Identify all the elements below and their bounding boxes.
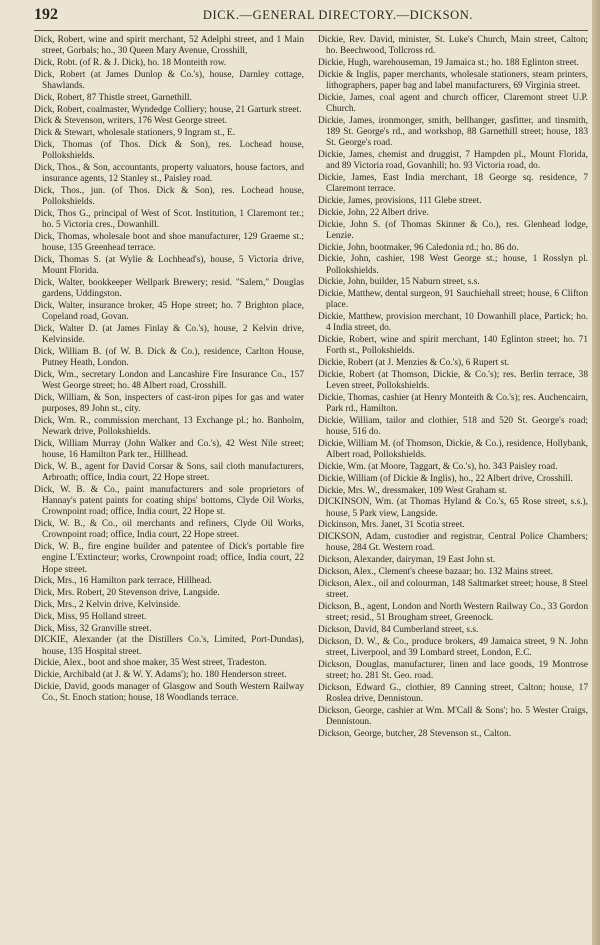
- directory-entry: Dick, Robert, coalmaster, Wyndedge Colliery; house, 21 Garturk street.: [34, 104, 302, 115]
- left-column: [34, 35, 304, 940]
- directory-entry: Dickie, Hugh, warehouseman, 19 Jamaica st.; ho. 188 Eglinton street.: [318, 58, 579, 68]
- directory-entry: Dick, Mrs., 16 Hamilton park terrace, Hillhead.: [34, 576, 212, 587]
- directory-entry: Dick, W. B. & Co., paint manufacturers and sole proprietors of Hannay's patent paints for coating ships' bottoms, Clyde Oil Works, Crownpoint road; office, India court, 22 Hope st.: [34, 484, 304, 518]
- directory-entry: Dickson, George, butcher, 28 Stevenson st., Calton.: [318, 728, 512, 739]
- directory-entry: Dick, W. B., agent for David Corsar & Sons, sail cloth manufacturers, Arbroath; office, India court, 22 Hope street.: [34, 461, 304, 484]
- directory-entry: Dickie, John, 22 Albert drive.: [318, 207, 429, 218]
- directory-entry: Dick, Miss, 95 Holland street.: [34, 611, 147, 622]
- directory-entry: Dickie, Archibald (at J. & W. Y. Adams'); ho. 180 Henderson street.: [34, 670, 287, 681]
- directory-entry: Dickson, Edward G., clothier, 89 Canning street, Calton; house, 17 Roslea drive, Dennistoun.: [318, 682, 588, 704]
- directory-entry: Dickie, David, goods manager of Glasgow and South Western Railway Co., St. Enoch station; house, 18 Woodlands terrace.: [34, 681, 304, 704]
- directory-entry: Dickie, Wm. (at Moore, Taggart, & Co.'s), ho. 343 Paisley road.: [318, 461, 558, 472]
- directory-entry: Dickson, Alex., oil and colourman, 148 Saltmarket street; house, 8 Steel street.: [318, 578, 588, 600]
- directory-entry: Dickie, William (of Dickie & Inglis), ho., 22 Albert drive, Crosshill.: [318, 473, 573, 484]
- directory-entry: DICKIE, Alexander (at the Distillers Co.'s, Limited, Port-Dundas), house, 135 Hospital street.: [34, 635, 304, 657]
- directory-entry: Dickie, William, tailor and clothier, 518 and 520 St. George's road; house, 516 do.: [318, 415, 588, 438]
- directory-entry: Dickie, Robert (at Thomson, Dickie, & Co.'s); res. Berlin terrace, 38 Leven street, Pollokshields.: [318, 369, 588, 392]
- directory-entry: Dickie, James, ironmonger, smith, bellhanger, gasfitter, and tinsmith, 189 St. George's rd., and workshop, 88 Garnethill street; house, 183 St. George's road.: [318, 115, 588, 149]
- directory-entry: Dick, Walter, bookkeeper Wellpark Brewery; resid. "Salem," Douglas gardens, Uddingston.: [34, 277, 304, 300]
- directory-entry: Dickie, William M. (of Thomson, Dickie, & Co.), residence, Hollybank, Albert road, Pollokshields.: [318, 438, 588, 461]
- directory-entry: Dickie, Alex., boot and shoe maker, 35 West street, Tradeston.: [34, 658, 267, 669]
- directory-entry: Dick, Thomas S. (at Wylie & Lochhead's), house, 5 Victoria drive, Mount Florida.: [34, 254, 304, 277]
- directory-entry: Dickson, Douglas, manufacturer, linen and lace goods, 19 Montrose street; ho. 281 St. Geo. road.: [318, 659, 588, 681]
- page-header: [34, 6, 588, 31]
- directory-entry: Dick, Thos., & Son, accountants, property valuators, house factors, and insurance agents, 12 Stanley st., Paisley road.: [34, 162, 304, 185]
- directory-entry: Dickie, James, coal agent and church officer, Claremont street U.P. Church.: [318, 92, 588, 114]
- directory-entry: Dickie, Matthew, provision merchant, 10 Dowanhill place, Partick; ho. 4 India street, do.: [318, 312, 588, 334]
- directory-entry: Dick, Mrs. Robert, 20 Stevenson drive, Langside.: [34, 588, 220, 599]
- directory-entry: Dick, W. B., fire engine builder and patentee of Dick's portable fire engine L'Extincteur; works, Crownpoint road; office, India court, 22 Hope street.: [34, 542, 304, 575]
- columns: [34, 35, 588, 940]
- directory-entry: Dickson, Alex., Clement's cheese bazaar; ho. 132 Mains street.: [318, 566, 553, 577]
- directory-entry: Dick, Miss, 32 Granville street.: [34, 623, 152, 634]
- directory-entry: Dick, Robert, 87 Thistle street, Garnethill.: [34, 92, 192, 103]
- directory-entry: Dickie & Inglis, paper merchants, wholesale stationers, steam printers, lithographers, paper bag and label manufacturers, 69 Virginia street.: [318, 69, 588, 91]
- directory-entry: Dickson, David, 84 Cumberland street, s.s.: [318, 624, 479, 635]
- directory-entry: DICKINSON, Wm. (at Thomas Hyland & Co.'s, 65 Rose street, s.s.), house, 5 Park view, Langside.: [318, 497, 588, 519]
- directory-entry: Dick, Robert, wine and spirit merchant, 52 Adelphi street, and 1 Main street, Gorbals; ho., 30 Queen Mary Avenue, Crosshill,: [34, 35, 304, 57]
- directory-entry: Dickie, John, cashier, 198 West George st.; house, 1 Rosslyn pl. Pollokshields.: [318, 254, 588, 276]
- directory-entry: Dickie, James, chemist and druggist, 7 Hampden pl., Mount Florida, and 89 Victoria road, Govanhill; ho. 93 Victoria road, do.: [318, 150, 588, 172]
- directory-entry: Dick, Walter D. (at James Finlay & Co.'s), house, 2 Kelvin drive, Kelvinside.: [34, 323, 304, 346]
- directory-entry: Dickson, B., agent, London and North Western Railway Co., 33 Gordon street; resid., 51 Brougham street, Greenock.: [318, 601, 588, 623]
- directory-entry: Dickie, Robert (at J. Menzies & Co.'s), 6 Rupert st.: [318, 358, 510, 369]
- directory-entry: Dick, W. B., & Co., oil merchants and refiners, Clyde Oil Works, Crownpoint road; office, India court, 22 Hope street.: [34, 519, 304, 541]
- page-edge: [592, 0, 600, 945]
- directory-entry: Dick, Robt. (of R. & J. Dick), ho. 18 Monteith row.: [34, 58, 227, 68]
- directory-entry: Dickie, Rev. David, minister, St. Luke's Church, Main street, Calton; ho. Beechwood, Tollcross rd.: [318, 35, 588, 57]
- directory-entry: DICKSON, Adam, custodier and registrar, Central Police Chambers; house, 284 Gt. Western road.: [318, 532, 588, 554]
- directory-entry: Dick, Thos., jun. (of Thos. Dick & Son), res. Lochead house, Pollokshields.: [34, 185, 304, 208]
- directory-entry: Dick, Wm., secretary London and Lancashire Fire Insurance Co., 157 West George street; ho. 48 Albert road, Crosshill.: [34, 369, 304, 392]
- directory-entry: Dickie, Thomas, cashier (at Henry Monteith & Co.'s); res. Auchencairn, Park rd., Hamilton.: [318, 392, 588, 415]
- directory-entry: Dickson, George, cashier at Wm. M'Call & Sons'; ho. 5 Wester Craigs, Dennistoun.: [318, 705, 588, 727]
- directory-entry: Dickie, John, builder, 15 Naburn street, s.s.: [318, 277, 480, 288]
- directory-entry: Dickson, Alexander, dairyman, 19 East John st.: [318, 555, 496, 566]
- directory-entry: Dickinson, Mrs. Janet, 31 Scotia street.: [318, 520, 465, 531]
- running-title: DICK.—GENERAL DIRECTORY.—DICKSON.: [202, 8, 474, 22]
- directory-entry: Dick & Stewart, wholesale stationers, 9 Ingram st., E.: [34, 128, 236, 139]
- directory-entry: Dick, Thomas (of Thos. Dick & Son), res. Lochead house, Pollokshields.: [34, 139, 304, 162]
- directory-entry: Dick, Mrs., 2 Kelvin drive, Kelvinside.: [34, 599, 181, 610]
- directory-entry: Dick, Walter, insurance broker, 45 Hope street; ho. 7 Brighton place, Copeland road, Govan.: [34, 300, 304, 323]
- page-number: 192: [34, 6, 58, 23]
- directory-entry: Dickie, James, East India merchant, 18 George sq. residence, 7 Claremont terrace.: [318, 173, 588, 195]
- directory-entry: Dickie, John, bootmaker, 96 Caledonia rd.; ho. 86 do.: [318, 242, 519, 253]
- directory-entry: Dickie, John S. (of Thomas Skinner & Co.), res. Glenhead lodge, Lenzie.: [318, 219, 588, 241]
- directory-entry: Dick, Thos G., principal of West of Scot. Institution, 1 Claremont ter.; ho. 5 Victoria cres., Dowanhill.: [34, 208, 304, 231]
- directory-entry: Dickie, Matthew, dental surgeon, 91 Sauchiehall street; house, 6 Clifton place.: [318, 289, 588, 311]
- directory-entry: Dick, Thomas, wholesale boot and shoe manufacturer, 129 Graeme st.; house, 135 Greenhead terrace.: [34, 231, 304, 254]
- directory-entry: Dick, Robert (at James Dunlop & Co.'s), house, Darnley cottage, Shawlands.: [34, 69, 304, 91]
- right-column: [318, 35, 588, 940]
- directory-entry: Dick, William, & Son, inspecters of cast-iron pipes for gas and water purposes, 89 John st., city.: [34, 392, 304, 415]
- directory-entry: Dick & Stevenson, writers, 176 West George street.: [34, 116, 228, 127]
- directory-entry: Dickson, D. W., & Co., produce brokers, 49 Jamaica street, 9 N. John street, Liverpool, and 39 Lombard street, London, E.C.: [318, 636, 588, 658]
- directory-entry: Dickie, Robert, wine and spirit merchant, 140 Eglinton street; ho. 71 Forth st., Pollokshields.: [318, 335, 588, 357]
- directory-entry: Dick, William B. (of W. B. Dick & Co.), residence, Carlton House, Putney Heath, London.: [34, 346, 304, 369]
- directory-entry: Dick, William Murray (John Walker and Co.'s), 42 West Nile street; house, 16 Hamilton Park ter., Hillhead.: [34, 438, 304, 461]
- directory-entry: Dick, Wm. R., commission merchant, 13 Exchange pl.; ho. Banholm, Newark drive, Pollokshields.: [34, 415, 304, 438]
- directory-entry: Dickie, Mrs. W., dressmaker, 109 West Graham st.: [318, 485, 507, 496]
- directory-entry: Dickie, James, provisions, 111 Glebe street.: [318, 196, 482, 206]
